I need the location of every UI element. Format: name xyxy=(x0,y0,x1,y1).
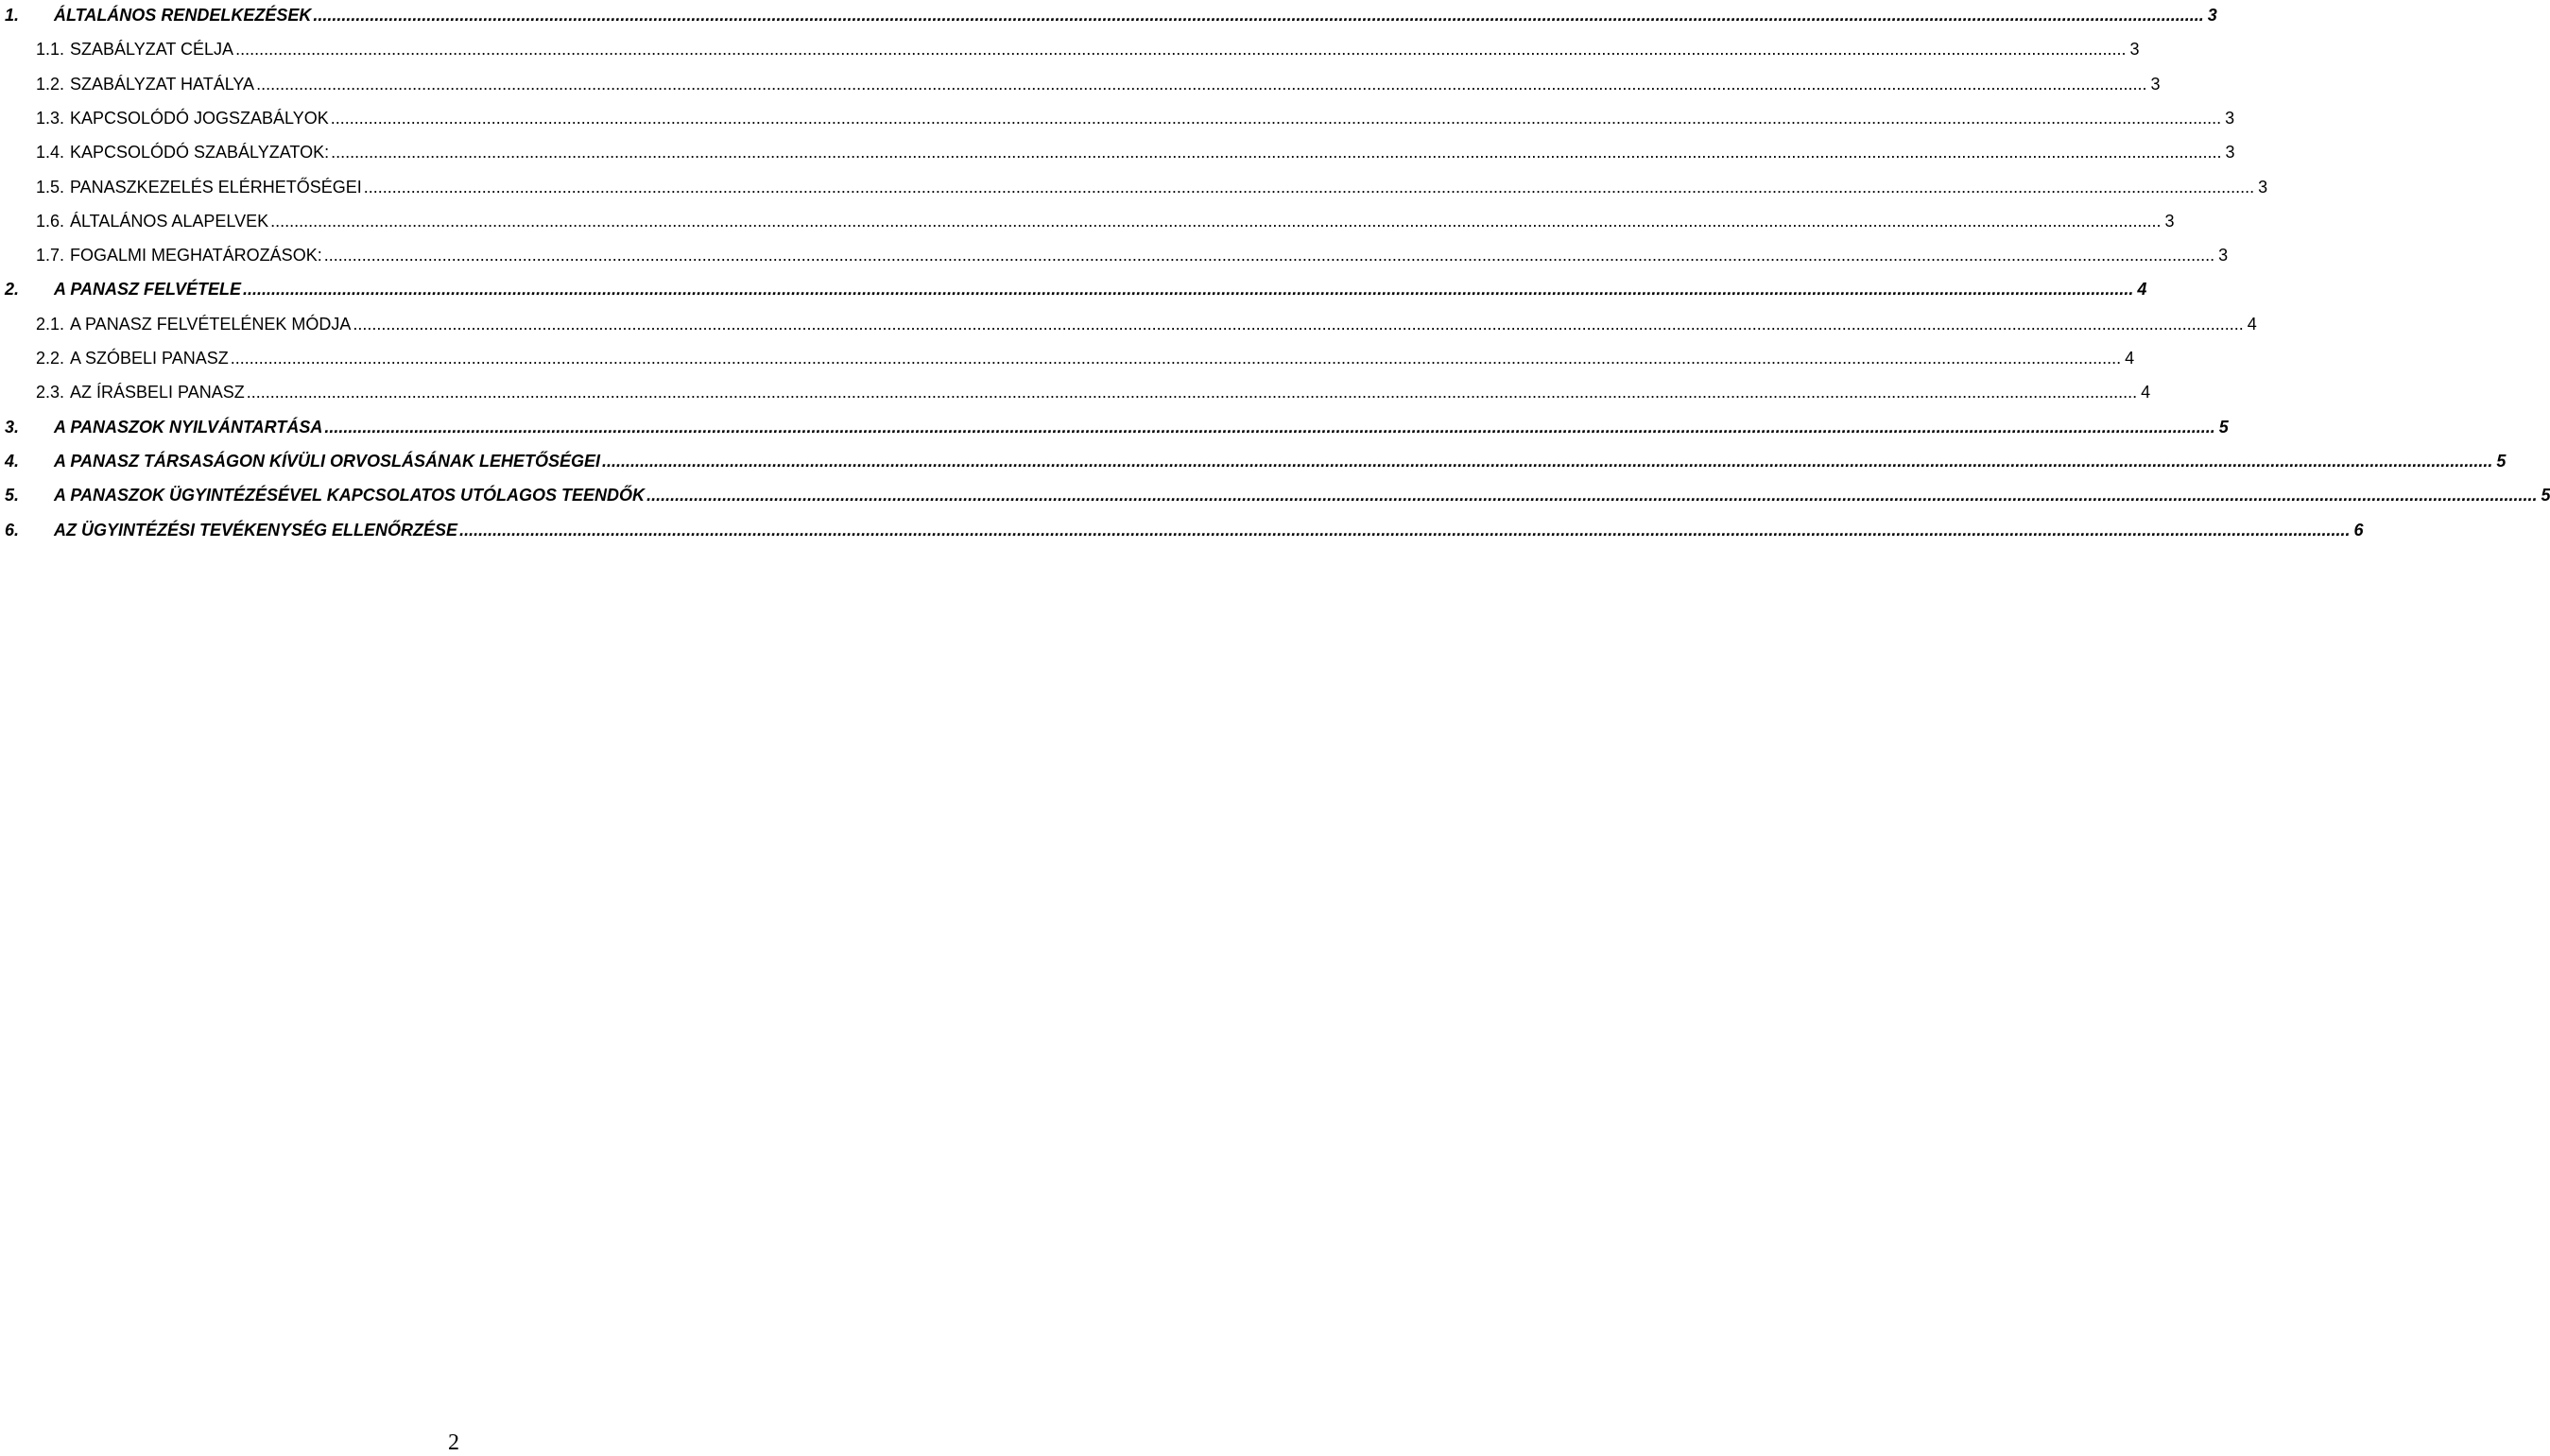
toc-dot-leader: ................................................................................................................................................................................................................................................................................................................................................................................................................ xyxy=(323,246,2215,266)
toc-entry[interactable] xyxy=(0,141,2235,163)
toc-entry[interactable] xyxy=(0,278,2147,300)
toc-entry-page: 3 xyxy=(2164,211,2175,231)
toc-entry-title: SZABÁLYZAT CÉLJA xyxy=(70,40,234,60)
toc-entry-title: ÁLTALÁNOS RENDELKEZÉSEK xyxy=(54,6,312,25)
toc-entry-page: 5 xyxy=(2541,486,2550,505)
toc-entry-title: AZ ÜGYINTÉZÉSI TEVÉKENYSÉG ELLENŐRZÉSE xyxy=(54,520,458,540)
toc-entry-number: 2.3. xyxy=(36,383,65,403)
toc-entry[interactable] xyxy=(0,450,2507,472)
toc-entry-page: 4 xyxy=(2141,383,2151,403)
page-number: 2 xyxy=(448,1430,459,1455)
toc-entry-page: 3 xyxy=(2218,246,2229,266)
toc-entry-number: 1. xyxy=(5,6,20,25)
toc-entry[interactable] xyxy=(0,381,2151,403)
toc-entry-number: 2.2. xyxy=(36,349,65,368)
toc-entry-page: 3 xyxy=(2129,40,2140,60)
toc-entry-title: A PANASZ TÁRSASÁGON KÍVÜLI ORVOSLÁSÁNAK LEHETŐSÉGEI xyxy=(54,451,601,471)
toc-entry[interactable] xyxy=(0,347,2135,369)
toc-entry-page: 5 xyxy=(2496,451,2507,471)
toc-entry-page: 3 xyxy=(2150,74,2161,94)
toc-entry[interactable] xyxy=(0,484,2550,506)
toc-entry-number: 3. xyxy=(5,417,20,437)
toc-dot-leader: ................................................................................................................................................................................................................................................................................................................................................................................................................ xyxy=(459,520,2351,540)
toc-dot-leader: ................................................................................................................................................................................................................................................................................................................................................................................................................ xyxy=(324,417,2215,437)
toc-entry-page: 5 xyxy=(2218,417,2229,437)
toc-entry-number: 1.7. xyxy=(36,246,65,266)
toc-dot-leader: ................................................................................................................................................................................................................................................................................................................................................................................................................ xyxy=(235,40,2127,60)
toc-entry-title: A PANASZOK NYILVÁNTARTÁSA xyxy=(54,417,323,437)
toc-entry-page: 3 xyxy=(2258,177,2268,197)
toc-entry-number: 2.1. xyxy=(36,314,65,334)
toc-entry-title: A PANASZ FELVÉTELÉNEK MÓDJA xyxy=(70,314,352,334)
toc-dot-leader: ................................................................................................................................................................................................................................................................................................................................................................................................................ xyxy=(313,6,2204,25)
toc-dot-leader: ................................................................................................................................................................................................................................................................................................................................................................................................................ xyxy=(646,486,2538,505)
toc-dot-leader: ................................................................................................................................................................................................................................................................................................................................................................................................................ xyxy=(246,383,2138,403)
toc-entry-title: AZ ÍRÁSBELI PANASZ xyxy=(70,383,245,403)
toc-dot-leader: ................................................................................................................................................................................................................................................................................................................................................................................................................ xyxy=(243,280,2134,300)
toc-entry-page: 4 xyxy=(2247,314,2257,334)
toc-dot-leader: ................................................................................................................................................................................................................................................................................................................................................................................................................ xyxy=(330,108,2222,128)
toc-entry-number: 5. xyxy=(5,486,20,505)
toc-entry-page: 6 xyxy=(2353,520,2364,540)
toc-entry[interactable] xyxy=(0,313,2257,335)
toc-entry-title: KAPCSOLÓDÓ JOGSZABÁLYOK xyxy=(70,108,329,128)
toc-dot-leader: ................................................................................................................................................................................................................................................................................................................................................................................................................ xyxy=(256,74,2147,94)
toc-entry-number: 1.6. xyxy=(36,211,65,231)
toc-entry[interactable] xyxy=(0,176,2268,198)
toc-entry-number: 1.1. xyxy=(36,40,65,60)
toc-entry-number: 1.3. xyxy=(36,108,65,128)
toc-entry-title: A PANASZ FELVÉTELE xyxy=(54,280,242,300)
toc-entry[interactable] xyxy=(0,519,2364,541)
toc-dot-leader: ................................................................................................................................................................................................................................................................................................................................................................................................................ xyxy=(602,451,2493,471)
toc-dot-leader: ................................................................................................................................................................................................................................................................................................................................................................................................................ xyxy=(363,177,2255,197)
toc-entry-number: 1.4. xyxy=(36,143,65,163)
toc-entry-page: 4 xyxy=(2137,280,2147,300)
toc-entry-number: 1.2. xyxy=(36,74,65,94)
toc-entry[interactable] xyxy=(0,416,2229,438)
toc-entry-title: KAPCSOLÓDÓ SZABÁLYZATOK: xyxy=(70,143,330,163)
toc-dot-leader: ................................................................................................................................................................................................................................................................................................................................................................................................................ xyxy=(331,143,2222,163)
toc-entry-page: 3 xyxy=(2225,143,2235,163)
toc-dot-leader: ................................................................................................................................................................................................................................................................................................................................................................................................................ xyxy=(270,211,2162,231)
toc-entry[interactable] xyxy=(0,4,2217,26)
toc-entry-title: FOGALMI MEGHATÁROZÁSOK: xyxy=(70,246,322,266)
toc-entry-number: 6. xyxy=(5,520,20,540)
toc-entry-number: 1.5. xyxy=(36,177,65,197)
toc-entry-title: A SZÓBELI PANASZ xyxy=(70,349,229,368)
toc-entry-title: A PANASZOK ÜGYINTÉZÉSÉVEL KAPCSOLATOS UTÓLAGOS TEENDŐK xyxy=(54,486,646,505)
toc-entry-page: 3 xyxy=(2207,6,2217,25)
toc-entry-page: 4 xyxy=(2125,349,2135,368)
toc-entry[interactable] xyxy=(0,210,2175,232)
toc-entry-title: SZABÁLYZAT HATÁLYA xyxy=(70,74,255,94)
toc-entry[interactable] xyxy=(0,73,2161,95)
toc-entry-title: ÁLTALÁNOS ALAPELVEK xyxy=(70,211,269,231)
toc-entry[interactable] xyxy=(0,244,2229,266)
toc-entry-title: PANASZKEZELÉS ELÉRHETŐSÉGEI xyxy=(70,177,362,197)
toc-entry[interactable] xyxy=(0,38,2140,60)
toc-dot-leader: ................................................................................................................................................................................................................................................................................................................................................................................................................ xyxy=(353,314,2244,334)
toc-dot-leader: ................................................................................................................................................................................................................................................................................................................................................................................................................ xyxy=(230,349,2122,368)
toc-entry-number: 4. xyxy=(5,451,20,471)
toc-entry-page: 3 xyxy=(2225,108,2235,128)
toc-entry-number: 2. xyxy=(5,280,20,300)
toc-entry[interactable] xyxy=(0,107,2235,129)
